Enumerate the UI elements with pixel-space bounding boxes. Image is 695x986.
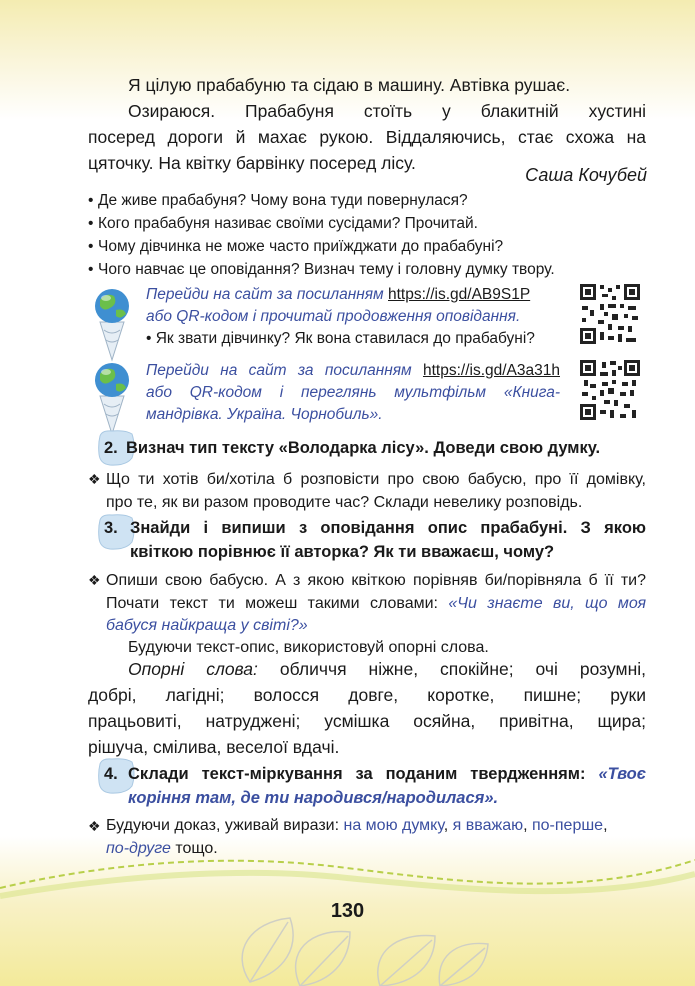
- question-item: • Чому дівчинка не може часто приїжджати до прабабуні?: [88, 238, 504, 255]
- question-item: • Кого прабабуня називає своїми сусідами? Прочитай.: [88, 215, 478, 232]
- task-3-line-2: квіткою порівнює її авторка? Як ти вважаєш, чому?: [130, 543, 555, 561]
- story-line-2: Озираюся. Прабабуня стоїть у блакитній хустині: [128, 101, 646, 121]
- story-line-3: посеред дороги й махає рукою. Віддаляючись, стає схожа на: [88, 127, 646, 147]
- task-4-line-1: Склади текст-міркування за поданим твердженням: «Твоє: [128, 765, 646, 783]
- story-line-4: цяточку. На квітку барвінку посеред лісу.: [88, 153, 416, 173]
- task-2-sub-1: Що ти хотів би/хотіла б розповісти про свою бабусю, про її домівку,: [106, 471, 646, 488]
- diamond-bullet-icon: ❖: [88, 818, 101, 834]
- globe-icon: [86, 356, 138, 436]
- qr-code-icon[interactable]: [578, 358, 642, 422]
- link-url-2[interactable]: https://is.gd/A3a31h: [422, 362, 560, 379]
- support-words-line-2: добрі, лагідні; волосся довге, коротке, пишне; руки: [88, 685, 646, 705]
- page-number: 130: [330, 900, 365, 922]
- task-number: 4.: [104, 765, 118, 783]
- diamond-bullet-icon: ❖: [88, 471, 101, 487]
- link-block-1: Перейди на сайт за посиланням https://is.gd/AB9S1P або QR-кодом і прочитай продовження оповідання. • Як звати дівчинку? Як вона ставилася до прабабуні?: [146, 286, 535, 347]
- support-words-line-4: рішуча, смілива, веселої вдачі.: [88, 737, 340, 757]
- question-item: • Чого навчає це оповідання? Визнач тему і головну думку твору.: [88, 261, 555, 278]
- task-3-sub-1: Опиши свою бабусю. А з якою квіткою порівняв би/порівняла б її ти?: [106, 572, 646, 589]
- task-4-sub-2: по-друге тощо.: [106, 840, 218, 857]
- link-block-2: Перейди на сайт за посиланням https://is.gd/A3a31h або QR-кодом і переглянь мультфільм «Книга- мандрівка. Україна. Чорнобиль».: [146, 362, 560, 423]
- diamond-bullet-icon: ❖: [88, 572, 101, 588]
- task-3-sub-2: Почати текст ти можеш такими словами: «Чи знаєте ви, що моя: [106, 595, 646, 612]
- link-url-1[interactable]: https://is.gd/AB9S1P: [388, 286, 531, 303]
- support-words-line-1: Опорні слова: обличчя ніжне, спокійне; очі розумні,: [128, 659, 646, 679]
- globe-icon: [86, 282, 138, 362]
- task-2-sub-2: про те, як ви разом проводите час? Склади невелику розповідь.: [106, 494, 583, 511]
- task-4-sub-1: Будуючи доказ, уживай вирази: на мою думку, я вважаю, по-перше,: [106, 817, 608, 834]
- task-3-sub-3: бабуся найкраща у світі?»: [106, 617, 308, 634]
- story-line-1: Я цілую прабабуню та сідаю в машину. Автівка рушає.: [128, 75, 571, 95]
- qr-code-icon[interactable]: [578, 282, 642, 346]
- task-number: 2.: [104, 439, 118, 457]
- task-2-text: Визнач тип тексту «Володарка лісу». Доведи свою думку.: [126, 439, 601, 457]
- support-words-line-3: працьовиті, натруджені; усмішка осяйна, привітна, щира;: [88, 711, 646, 731]
- task-3-line-1: Знайди і випиши з оповідання опис прабабуні. З якою: [130, 519, 646, 537]
- story-author: Саша Кочубей: [525, 165, 647, 185]
- task-4-line-2: коріння там, де ти народився/народилася».: [128, 789, 499, 807]
- question-item: • Де живе прабабуня? Чому вона туди повернулася?: [88, 192, 468, 209]
- task-3-sub-4: Будуючи текст-опис, використовуй опорні слова.: [128, 639, 489, 656]
- task-number: 3.: [104, 519, 118, 537]
